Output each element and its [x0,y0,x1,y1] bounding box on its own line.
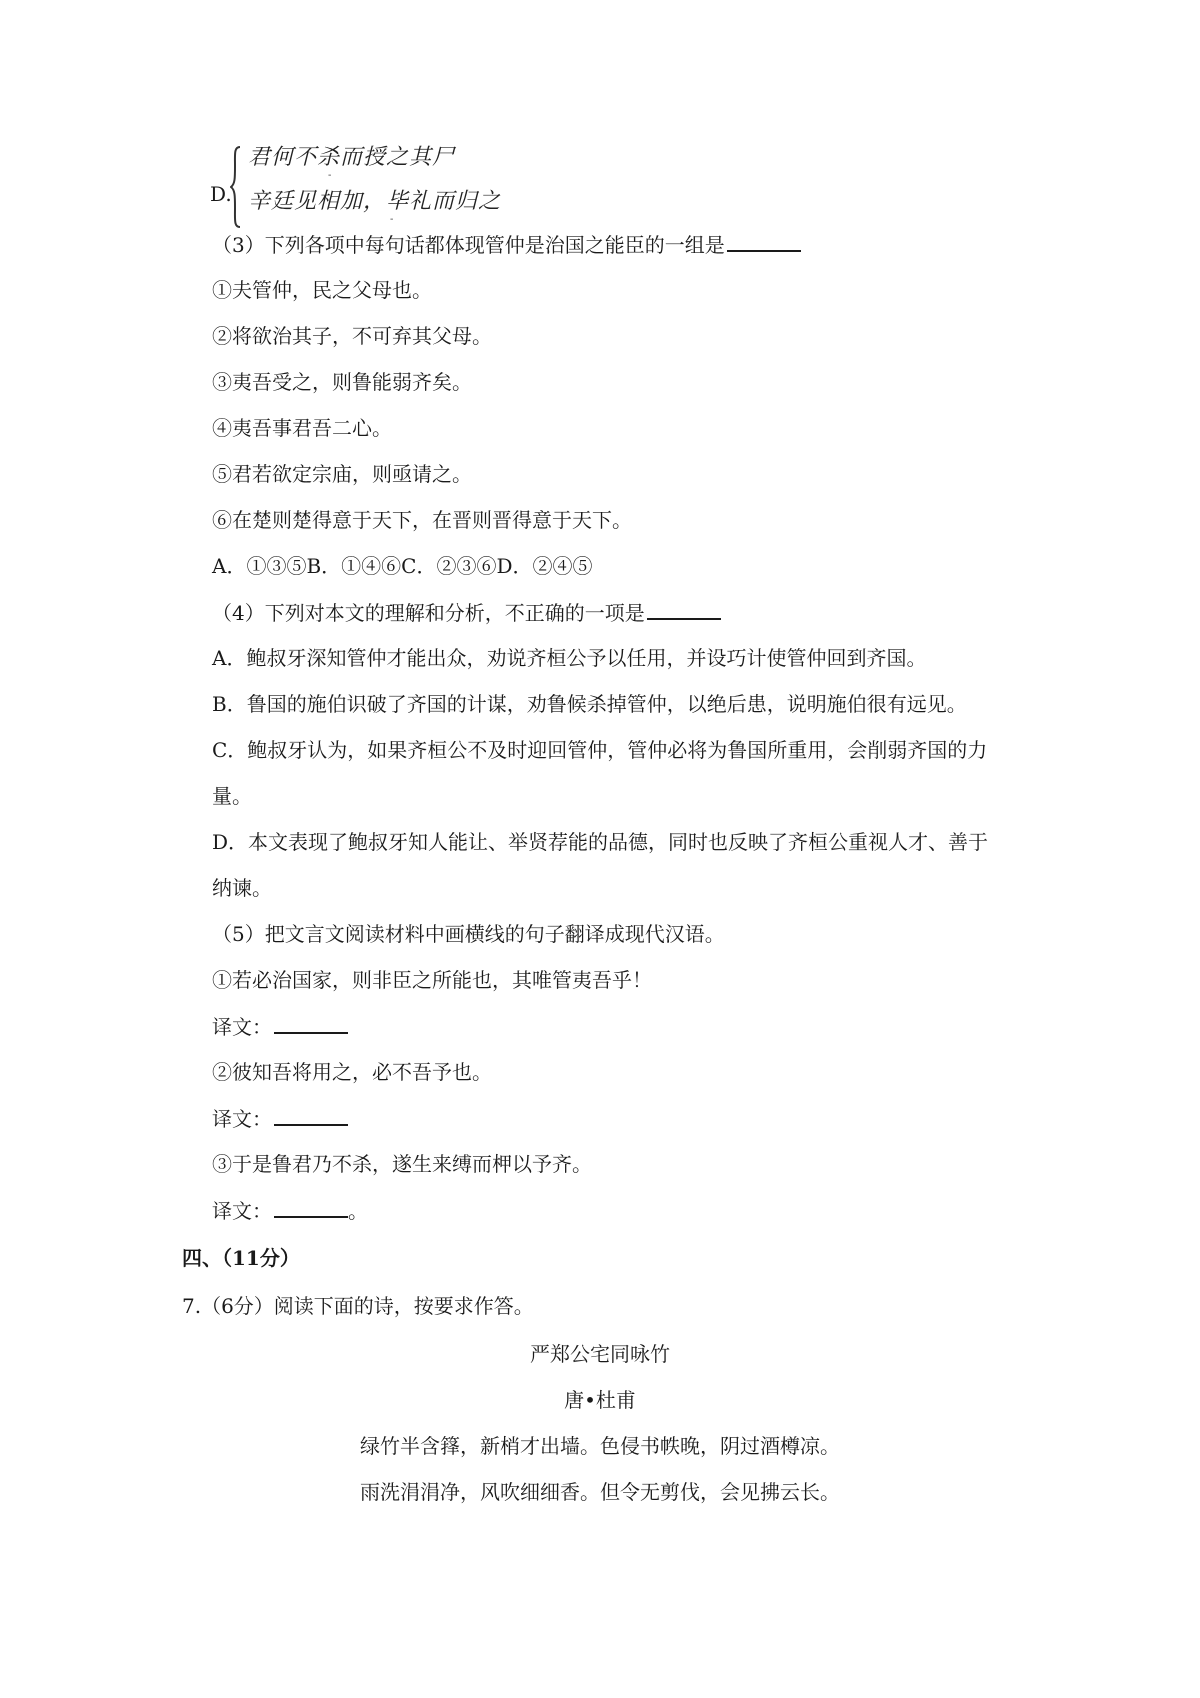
q5-sentence-3: ③于是鲁君乃不杀，遂生来缚而柙以予齐。 [212,1152,592,1176]
option-d-line2: 辛廷见相加，毕礼而归之 [248,189,502,214]
q4-option-a: A．鲍叔牙深知管仲才能出众，劝说齐桓公予以任用，并设巧计使管仲回到齐国。 [212,646,927,670]
q3-item-5: ⑤君若欲定宗庙，则亟请之。 [212,462,472,486]
q5-translation-3: 译文： 。 [212,1196,368,1225]
q5-translation-2: 译文： [212,1104,348,1133]
q4-option-d: D．本文表现了鲍叔牙知人能让、举贤荐能的品德，同时也反映了齐桓公重视人才、善于 [212,830,989,854]
option-d-block [210,140,530,240]
emphasis-dot-icon: - [328,170,332,181]
option-d-label: D. [210,182,232,206]
poem-line-1: 绿竹半含箨，新梢才出墙。色侵书帙晚，阴过酒樽凉。 [360,1434,840,1458]
q3-item-6: ⑥在楚则楚得意于天下，在晋则晋得意于天下。 [212,508,632,532]
q4-stem: （4）下列对本文的理解和分析，不正确的一项是 [212,598,721,627]
poem-line-2: 雨洗涓涓净，风吹细细香。但令无剪伐，会见拂云长。 [360,1480,840,1504]
q7-stem: 7.（6分）阅读下面的诗，按要求作答。 [182,1294,534,1318]
emphasis-dot-icon: - [390,214,394,225]
q3-item-1: ①夫管仲，民之父母也。 [212,278,432,302]
answer-blank[interactable] [647,598,721,620]
q3-item-3: ③夷吾受之，则鲁能弱齐矣。 [212,370,472,394]
q5-sentence-1: ①若必治国家，则非臣之所能也，其唯管夷吾乎！ [212,968,652,992]
q4-option-c-cont: 量。 [212,784,252,808]
q4-option-b: B．鲁国的施伯识破了齐国的计谋，劝鲁候杀掉管仲，以绝后患，说明施伯很有远见。 [212,692,967,716]
q4-option-c: C．鲍叔牙认为，如果齐桓公不及时迎回管仲，管仲必将为鲁国所重用，会削弱齐国的力 [212,738,988,762]
section-title: 四、（11分） [182,1246,300,1270]
q5-translation-1: 译文： [212,1012,348,1041]
poem-title: 严郑公宅同咏竹 [530,1342,670,1366]
brace-icon [230,146,242,228]
q4-option-d-cont: 纳谏。 [212,876,272,900]
option-d-line1: 君何不杀而授之其尸 [248,145,456,170]
q3-stem: （3）下列各项中每句话都体现管仲是治国之能臣的一组是 [212,230,801,259]
q5-sentence-2: ②彼知吾将用之，必不吾予也。 [212,1060,492,1084]
translation-blank[interactable] [274,1196,348,1218]
translation-blank[interactable] [274,1012,348,1034]
q3-item-4: ④夷吾事君吾二心。 [212,416,392,440]
q5-stem: （5）把文言文阅读材料中画横线的句子翻译成现代汉语。 [212,922,725,946]
q3-choices: A．①③⑤B．①④⑥C．②③⑥D．②④⑤ [212,554,593,578]
q3-item-2: ②将欲治其子，不可弃其父母。 [212,324,492,348]
translation-blank[interactable] [274,1104,348,1126]
answer-blank[interactable] [727,230,801,252]
poem-author: 唐•杜甫 [564,1388,636,1412]
